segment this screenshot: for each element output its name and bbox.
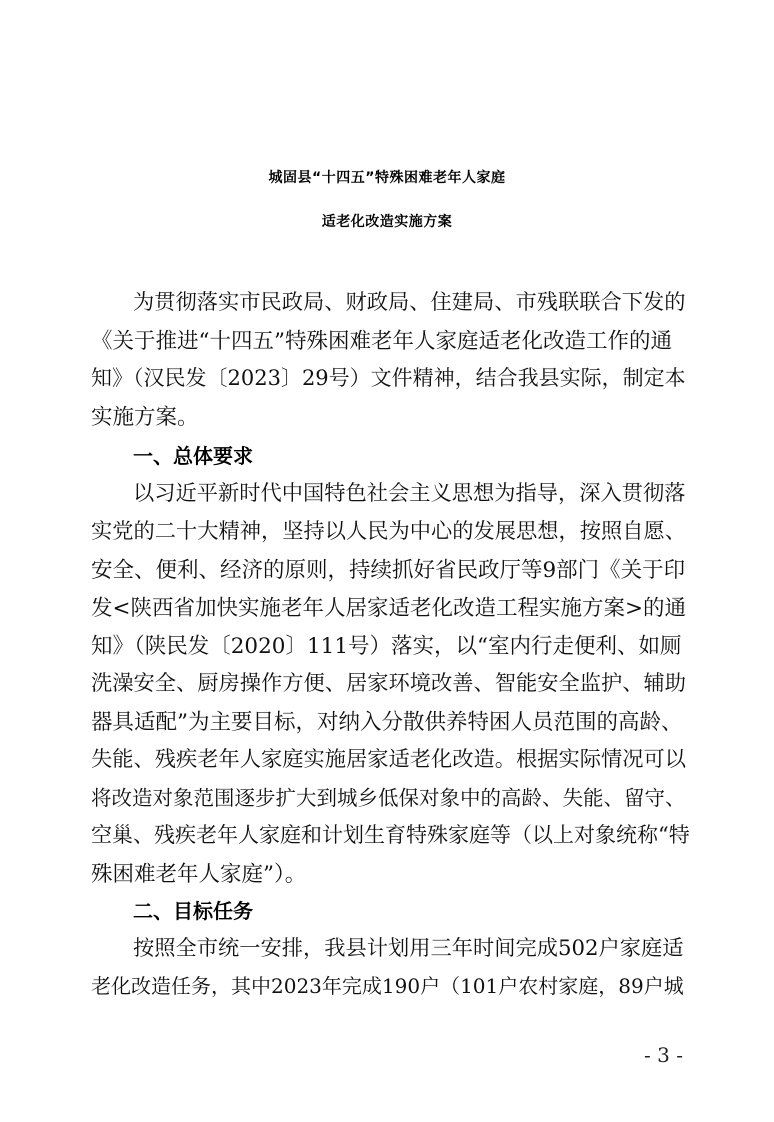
paragraph-line: 将改造对象范围逐步扩大到城乡低保对象中的高龄、失能、留守、 [91,786,686,810]
paragraph-line: 失能、残疾老年人家庭实施居家适老化改造。根据实际情况可以 [91,747,687,772]
paragraph-line: 器具适配”为主要目标，对纳入分散供养特困人员范围的高龄、 [91,710,683,735]
paragraph-line: 发<陕西省加快实施老年人居家适老化改造工程实施方案>的通 [91,596,687,621]
paragraph-line: 洗澡安全、厨房操作方便、居家环境改善、智能安全监护、辅助 [91,671,687,696]
paragraph-line: 安全、便利、经济的原则，持续抓好省民政厅等9部门《关于印 [91,558,686,583]
page-number: - 3 - [644,1043,683,1067]
paragraph-line: 实党的二十大精神，坚持以人民为中心的发展思想，按照自愿、 [91,519,687,544]
paragraph-line: 实施方案。 [91,405,199,430]
document-title-line-2: 适老化改造实施方案 [321,214,453,230]
paragraph-line: 为贯彻落实市民政局、财政局、住建局、市残联联合下发的 [133,290,686,315]
paragraph-line: 老化改造任务，其中2023年完成190户（101户农村家庭，89户城 [91,974,684,998]
paragraph-line: 《关于推进“十四五”特殊困难老年人家庭适老化改造工作的通 [91,329,672,354]
section-heading-1: 一、总体要求 [133,444,253,468]
document-title-line-1: 城固县“十四五”特殊困难老年人家庭 [268,170,506,186]
paragraph-line: 知》（陕民发〔2020〕111号）落实，以“室内行走便利、如厕 [91,634,682,659]
section-heading-2: 二、目标任务 [133,899,253,923]
paragraph-line: 空巢、残疾老年人家庭和计划生育特殊家庭等（以上对象统称“特 [91,823,690,847]
paragraph-line: 以习近平新时代中国特色社会主义思想为指导，深入贯彻落 [133,481,686,506]
paragraph-line: 殊困难老年人家庭”）。 [91,862,307,887]
paragraph-line: 按照全市统一安排，我县计划用三年时间完成502户家庭适 [133,936,684,961]
paragraph-line: 知》（汉民发〔2023〕29号）文件精神，结合我县实际，制定本 [91,366,686,390]
